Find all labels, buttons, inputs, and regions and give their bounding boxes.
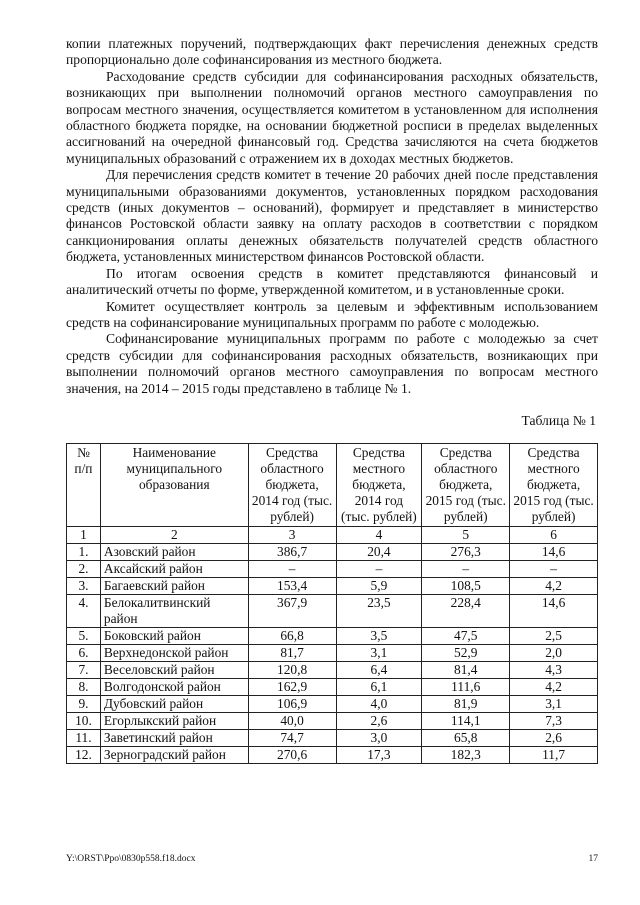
regional-2015: 52,9	[422, 644, 510, 661]
column-number: 5	[422, 526, 510, 543]
column-number: 1	[67, 526, 101, 543]
row-number: 2.	[67, 560, 101, 577]
regional-2014: 120,8	[248, 661, 336, 678]
page-number: 17	[588, 854, 598, 864]
paragraph-1: копии платежных поручений, подтверждающих факт перечисления денежных средств пропорционально доле софинансирования из местного бюджета.	[66, 36, 598, 68]
table-row	[67, 678, 598, 695]
table-caption: Таблица № 1	[521, 412, 596, 428]
municipality-name: Боковский район	[100, 627, 248, 644]
local-2014: 6,1	[336, 678, 422, 695]
column-number: 3	[248, 526, 336, 543]
municipality-name: Дубовский район	[100, 695, 248, 712]
row-number: 3.	[67, 577, 101, 594]
table-row	[67, 729, 598, 746]
page-footer	[66, 854, 598, 864]
regional-2014: –	[248, 560, 336, 577]
local-2014: 3,0	[336, 729, 422, 746]
municipality-name: Зерноградский район	[100, 746, 248, 763]
local-2014: 2,6	[336, 712, 422, 729]
subsidy-table	[66, 443, 598, 764]
table-row	[67, 627, 598, 644]
local-2014: –	[336, 560, 422, 577]
local-2015: –	[510, 560, 598, 577]
paragraph-2: Расходование средств субсидии для софинансирования расходных обязательств, возникающих при выполнении полномочий органов местного самоуправления по вопросам местного значения, осуществляется комитетом в установленном для исполнения областного бюджета порядке, на основании бюджетной росписи в пределах выделенных ассигнований на очередной финансовый год. Средства зачисляются на счета бюджетов муниципальных образований с отражением их в доходах местных бюджетов.	[66, 68, 598, 166]
local-2015: 4,3	[510, 661, 598, 678]
local-2014: 17,3	[336, 746, 422, 763]
row-number: 1.	[67, 543, 101, 560]
regional-2015: 182,3	[422, 746, 510, 763]
municipality-name: Азовский район	[100, 543, 248, 560]
regional-2015: –	[422, 560, 510, 577]
table-row	[67, 594, 598, 627]
row-number: 11.	[67, 729, 101, 746]
header-cell: Средства областного бюджета, 2014 год (тыс. рублей)	[248, 443, 336, 526]
header-cell: Наименование муниципального образования	[100, 443, 248, 526]
regional-2015: 81,4	[422, 661, 510, 678]
local-2015: 14,6	[510, 543, 598, 560]
row-number: 6.	[67, 644, 101, 661]
header-cell: Средства областного бюджета, 2015 год (тыс. рублей)	[422, 443, 510, 526]
regional-2015: 81,9	[422, 695, 510, 712]
table-row	[67, 712, 598, 729]
file-path: Y:\ORST\Ppo\0830p558.f18.docx	[66, 854, 196, 864]
row-number: 7.	[67, 661, 101, 678]
regional-2014: 270,6	[248, 746, 336, 763]
table-header-row	[67, 443, 598, 526]
column-number: 2	[100, 526, 248, 543]
local-2015: 4,2	[510, 577, 598, 594]
regional-2015: 114,1	[422, 712, 510, 729]
local-2015: 11,7	[510, 746, 598, 763]
table-row	[67, 543, 598, 560]
row-number: 4.	[67, 594, 101, 627]
paragraph-5: Комитет осуществляет контроль за целевым и эффективным использованием средств на софинансирование муниципальных программ по работе с молодежью.	[66, 298, 598, 330]
municipality-name: Багаевский район	[100, 577, 248, 594]
municipality-name: Аксайский район	[100, 560, 248, 577]
local-2014: 23,5	[336, 594, 422, 627]
paragraph-4: По итогам освоения средств в комитет представляются финансовый и аналитический отчеты по форме, утвержденной комитетом, и в установленные сроки.	[66, 265, 598, 298]
regional-2015: 108,5	[422, 577, 510, 594]
regional-2015: 228,4	[422, 594, 510, 627]
local-2014: 6,4	[336, 661, 422, 678]
document-page	[66, 36, 598, 764]
municipality-name: Веселовский район	[100, 661, 248, 678]
paragraph-6: Софинансирование муниципальных программ по работе с молодежью за счет средств субсидии для софинансирования расходных обязательств, возникающих при выполнении полномочий органов местного самоуправления по вопросам местного значения, на 2014 – 2015 годы представлено в таблице № 1.	[66, 331, 598, 396]
header-cell: Средства местного бюджета, 2014 год (тыс. рублей)	[336, 443, 422, 526]
regional-2014: 153,4	[248, 577, 336, 594]
local-2015: 2,6	[510, 729, 598, 746]
regional-2014: 106,9	[248, 695, 336, 712]
regional-2015: 47,5	[422, 627, 510, 644]
municipality-name: Белокалитвинский район	[100, 594, 248, 627]
municipality-name: Волгодонской район	[100, 678, 248, 695]
municipality-name: Заветинский район	[100, 729, 248, 746]
table-row	[67, 560, 598, 577]
municipality-name: Егорлыкский район	[100, 712, 248, 729]
regional-2014: 367,9	[248, 594, 336, 627]
local-2015: 2,0	[510, 644, 598, 661]
local-2015: 7,3	[510, 712, 598, 729]
row-number: 8.	[67, 678, 101, 695]
table-row	[67, 661, 598, 678]
regional-2014: 74,7	[248, 729, 336, 746]
regional-2015: 276,3	[422, 543, 510, 560]
local-2015: 2,5	[510, 627, 598, 644]
table-row	[67, 746, 598, 763]
row-number: 9.	[67, 695, 101, 712]
regional-2014: 40,0	[248, 712, 336, 729]
regional-2014: 66,8	[248, 627, 336, 644]
header-cell: Средства местного бюджета, 2015 год (тыс. рублей)	[510, 443, 598, 526]
municipality-name: Верхнедонской район	[100, 644, 248, 661]
column-number-row	[67, 526, 598, 543]
row-number: 10.	[67, 712, 101, 729]
regional-2015: 65,8	[422, 729, 510, 746]
local-2014: 20,4	[336, 543, 422, 560]
local-2015: 3,1	[510, 695, 598, 712]
regional-2014: 386,7	[248, 543, 336, 560]
table-row	[67, 644, 598, 661]
row-number: 12.	[67, 746, 101, 763]
local-2014: 5,9	[336, 577, 422, 594]
local-2014: 3,1	[336, 644, 422, 661]
table-row	[67, 695, 598, 712]
table-row	[67, 577, 598, 594]
local-2015: 14,6	[510, 594, 598, 627]
column-number: 6	[510, 526, 598, 543]
local-2014: 4,0	[336, 695, 422, 712]
paragraph-3: Для перечисления средств комитет в течение 20 рабочих дней после представления муниципальными образованиями документов, установленных порядком расходования средств (иных документов – оснований), формирует и представляет в министерство финансов Ростовской области заявку на оплату расходов в соответствии с порядком санкционирования оплаты денежных обязательств получателей средств областного бюджета, установленных министерством финансов Ростовской области.	[66, 167, 598, 265]
local-2014: 3,5	[336, 627, 422, 644]
row-number: 5.	[67, 627, 101, 644]
header-cell: № п/п	[67, 443, 101, 526]
regional-2014: 81,7	[248, 644, 336, 661]
regional-2015: 111,6	[422, 678, 510, 695]
regional-2014: 162,9	[248, 678, 336, 695]
column-number: 4	[336, 526, 422, 543]
local-2015: 4,2	[510, 678, 598, 695]
